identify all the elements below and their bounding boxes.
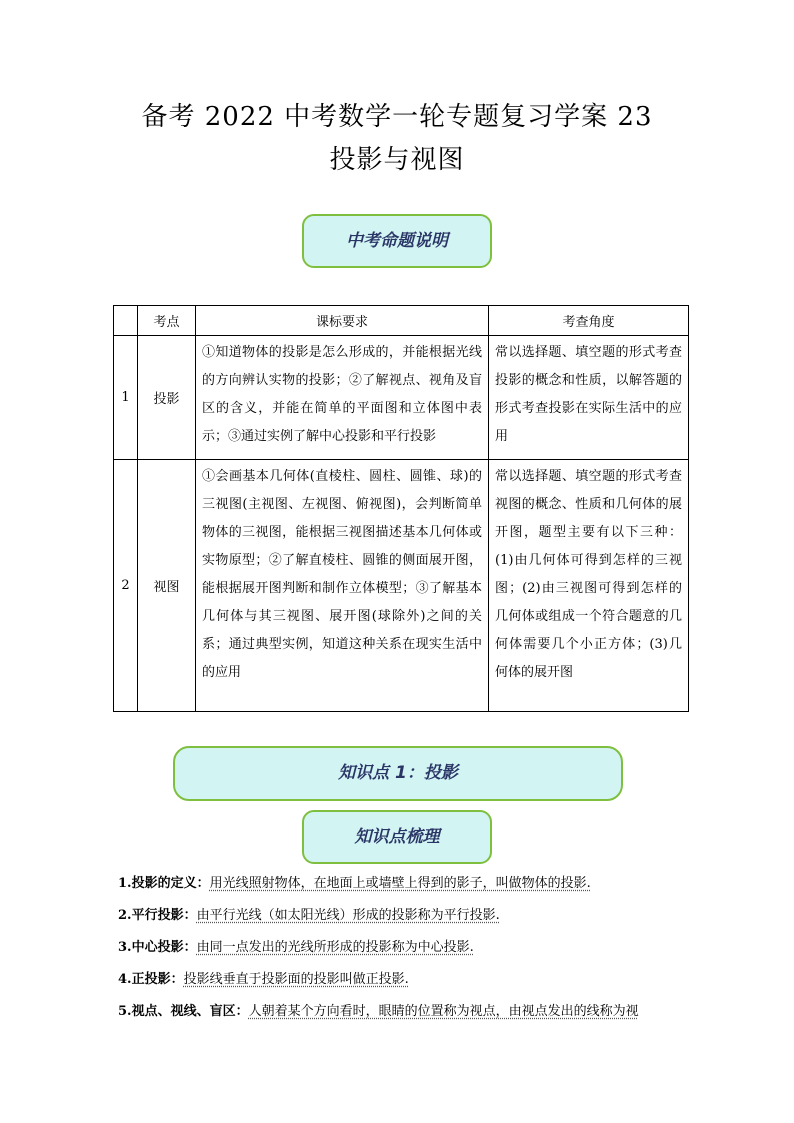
row-requirement: ①知道物体的投影是怎么形成的，并能根据光线的方向辨认实物的投影；②了解视点、视角及盲区的含义，并能在简单的平面图和立体图中表示；③通过实例了解中心投影和平行投影 bbox=[196, 336, 489, 460]
row-point: 视图 bbox=[138, 460, 196, 712]
header-point: 考点 bbox=[138, 306, 196, 336]
list-item bbox=[118, 904, 688, 936]
item-label: 5.视点、视线、盲区： bbox=[118, 1004, 249, 1019]
item-text: 由平行光线（如太阳光线）形成的投影称为平行投影. bbox=[196, 908, 500, 923]
document-subtitle: 投影与视图 bbox=[329, 145, 465, 175]
curriculum-table bbox=[113, 305, 689, 712]
item-text: 用光线照射物体，在地面上或墙壁上得到的影子，叫做物体的投影. bbox=[209, 876, 591, 891]
header-requirement: 课标要求 bbox=[196, 306, 489, 336]
row-number: 2 bbox=[114, 460, 138, 712]
list-item bbox=[118, 1000, 688, 1032]
table-header-row bbox=[114, 306, 689, 336]
item-text: 由同一点发出的光线所形成的投影称为中心投影. bbox=[196, 940, 474, 955]
item-text: 投影线垂直于投影面的投影叫做正投影. bbox=[183, 972, 409, 987]
exam-description-banner: 中考命题说明 bbox=[302, 214, 492, 268]
knowledge-summary-banner: 知识点梳理 bbox=[302, 810, 492, 864]
list-item bbox=[118, 968, 688, 1000]
header-index bbox=[114, 306, 138, 336]
header-angle: 考查角度 bbox=[489, 306, 689, 336]
row-angle: 常以选择题、填空题的形式考查投影的概念和性质，以解答题的形式考查投影在实际生活中的应用 bbox=[489, 336, 689, 460]
item-text: 人朝着某个方向看时，眼睛的位置称为视点，由视点发出的线称为视 bbox=[248, 1004, 639, 1019]
table-row bbox=[114, 336, 689, 460]
item-label: 2.平行投影： bbox=[118, 908, 197, 923]
item-label: 4.正投影： bbox=[118, 972, 184, 987]
item-label: 1.投影的定义： bbox=[118, 876, 210, 891]
knowledge-point-banner: 知识点 1：投影 bbox=[173, 746, 623, 801]
table-row bbox=[114, 460, 689, 712]
row-point: 投影 bbox=[138, 336, 196, 460]
row-requirement: ①会画基本几何体(直棱柱、圆柱、圆锥、球)的三视图(主视图、左视图、俯视图)，会判断简单物体的三视图，能根据三视图描述基本几何体或实物原型；②了解直棱柱、圆锥的侧面展开图，能根据展开图判断和制作立体模型；③了解基本几何体与其三视图、展开图(球除外)之间的关系；通过典型实例，知道这种关系在现实生活中的应用 bbox=[196, 460, 489, 712]
list-item bbox=[118, 872, 688, 904]
item-label: 3.中心投影： bbox=[118, 940, 197, 955]
document-title: 备考 2022 中考数学一轮专题复习学案 23 bbox=[141, 102, 653, 132]
list-item bbox=[118, 936, 688, 968]
row-number: 1 bbox=[114, 336, 138, 460]
row-angle: 常以选择题、填空题的形式考查视图的概念、性质和几何体的展开图，题型主要有以下三种：(1)由几何体可得到怎样的三视图；(2)由三视图可得到怎样的几何体或组成一个符合题意的几何体需要几个小正方体；(3)几何体的展开图 bbox=[489, 460, 689, 712]
knowledge-list bbox=[118, 872, 688, 1032]
